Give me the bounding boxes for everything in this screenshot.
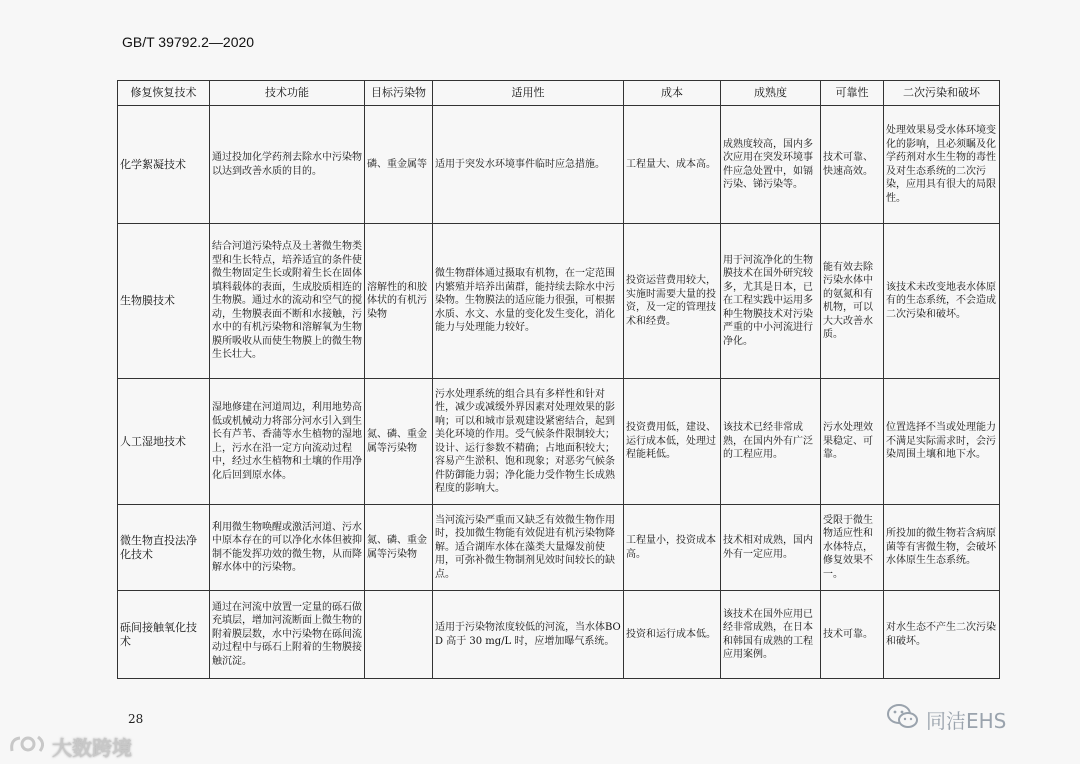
function-cell: 结合河道污染特点及土著微生物类型和生长特点，培养适宜的条件使微生物固定生长或附着生长在固体填料载体的表面，生成胶质相连的生物膜。通过水的流动和空气的搅动，生物膜表面不断和水接触，污水中的有机污染物和溶解氧为生物膜所吸收从而使生物膜上的微生物生长壮大。	[210, 224, 365, 379]
watermark-left-text: 大数跨境	[52, 736, 132, 760]
secondary-cell: 所投加的微生物若含病原菌等有害微生物，会破坏水体原生生态系统。	[884, 505, 1000, 591]
technique-cell: 人工湿地技术	[118, 379, 210, 505]
page-number: 28	[128, 712, 144, 726]
target-cell: 磷、重金属等	[365, 106, 433, 224]
secondary-cell: 位置选择不当或处理能力不满足实际需求时，会污染周围土壤和地下水。	[884, 379, 1000, 505]
maturity-cell: 技术相对成熟，国内外有一定应用。	[721, 505, 821, 591]
column-header: 成熟度	[721, 81, 821, 106]
target-cell: 溶解性的和胶体状的有机污染物	[365, 224, 433, 379]
column-header: 适用性	[433, 81, 624, 106]
function-cell: 利用微生物唤醒或激活河道、污水中原本存在的可以净化水体但被抑制不能发挥功效的微生物，从而降解水体中的污染物。	[210, 505, 365, 591]
column-header: 目标污染物	[365, 81, 433, 106]
target-cell: 氮、磷、重金属等污染物	[365, 505, 433, 591]
column-header: 技术功能	[210, 81, 365, 106]
column-header: 修复恢复技术	[118, 81, 210, 106]
target-cell	[365, 591, 433, 679]
technique-cell: 生物膜技术	[118, 224, 210, 379]
applicability-cell: 微生物群体通过摄取有机物，在一定范围内繁殖并培养出菌群，能持续去除水中污染物。生物膜法的适应能力很强，可根据水质、水文、水量的变化发生变化，消化能力与处理能力较好。	[433, 224, 624, 379]
applicability-cell: 污水处理系统的组合具有多样性和针对性，减少或减缓外界因素对处理效果的影响；可以和城市景观建设紧密结合，起到美化环境的作用。受气候条件限制较大；设计、运行参数不精确；占地面积较大；容易产生淤积、饱和现象；对恶劣气候条件防御能力弱；净化能力受作物生长成熟程度的影响大。	[433, 379, 624, 505]
table-row	[118, 591, 1000, 679]
maturity-cell: 该技术在国外应用已经非常成熟，在日本和韩国有成熟的工程应用案例。	[721, 591, 821, 679]
table-row	[118, 224, 1000, 379]
maturity-cell: 该技术已经非常成熟，在国内外有广泛的工程应用。	[721, 379, 821, 505]
table-row	[118, 379, 1000, 505]
applicability-cell: 适用于突发水环境事件临时应急措施。	[433, 106, 624, 224]
secondary-cell: 该技术未改变地表水体原有的生态系统，不会造成二次污染和破坏。	[884, 224, 1000, 379]
watermark-right	[886, 703, 1006, 736]
maturity-cell: 成熟度较高，国内多次应用在突发环境事件应急处置中，如镉污染、锑污染等。	[721, 106, 821, 224]
technique-cell: 化学絮凝技术	[118, 106, 210, 224]
cost-cell: 工程量小，投资成本高。	[624, 505, 721, 591]
standard-code: GB/T 39792.2—2020	[122, 34, 255, 50]
secondary-cell: 对水生态不产生二次污染和破坏。	[884, 591, 1000, 679]
column-header: 可靠性	[821, 81, 884, 106]
function-cell: 通过投加化学药剂去除水中污染物以达到改善水质的目的。	[210, 106, 365, 224]
technique-cell: 砾间接触氧化技术	[118, 591, 210, 679]
table-row	[118, 505, 1000, 591]
reliability-cell: 技术可靠、快速高效。	[821, 106, 884, 224]
reliability-cell: 技术可靠。	[821, 591, 884, 679]
cost-cell: 投资费用低，建设、运行成本低，处理过程能耗低。	[624, 379, 721, 505]
applicability-cell: 适用于污染物浓度较低的河流，当水体BOD 高于 30 mg/L 时，应增加曝气系统。	[433, 591, 624, 679]
logo-icon	[8, 733, 48, 760]
watermark-left	[8, 732, 132, 761]
cost-cell: 投资运营费用较大，实施时需要大量的投资，及一定的管理技术和经费。	[624, 224, 721, 379]
wechat-icon	[886, 703, 920, 736]
function-cell: 湿地修建在河道周边，利用地势高低或机械动力将部分河水引入到生长有芦苇、香蒲等水生植物的湿地上，污水在沿一定方向流动过程中，经过水生植物和土壤的作用净化后回到原水体。	[210, 379, 365, 505]
column-header: 成本	[624, 81, 721, 106]
cost-cell: 工程量大、成本高。	[624, 106, 721, 224]
watermark-right-text: 同洁EHS	[926, 709, 1007, 733]
reliability-cell: 能有效去除污染水体中的氨氮和有机物，可以大大改善水质。	[821, 224, 884, 379]
cost-cell: 投资和运行成本低。	[624, 591, 721, 679]
applicability-cell: 当河流污染严重而又缺乏有效微生物作用时，投加微生物能有效促进有机污染物降解。适合湖库水体在藻类大量爆发前使用，可弥补微生物制剂见效时间较长的缺点。	[433, 505, 624, 591]
reliability-cell: 受限于微生物适应性和水体特点，修复效果不一。	[821, 505, 884, 591]
reliability-cell: 污水处理效果稳定、可靠。	[821, 379, 884, 505]
function-cell: 通过在河流中放置一定量的砾石做充填层，增加河流断面上微生物的附着膜层数，水中污染物在砾间流动过程中与砾石上附着的生物膜接触沉淀。	[210, 591, 365, 679]
column-header: 二次污染和破坏	[884, 81, 1000, 106]
maturity-cell: 用于河流净化的生物膜技术在国外研究较多，尤其是日本，已在工程实践中运用多种生物膜技术对污染严重的中小河流进行净化。	[721, 224, 821, 379]
remediation-table	[117, 80, 1000, 679]
target-cell: 氮、磷、重金属等污染物	[365, 379, 433, 505]
technique-cell: 微生物直投法净化技术	[118, 505, 210, 591]
table-header-row	[118, 81, 1000, 106]
secondary-cell: 处理效果易受水体环境变化的影响，且必须瞩及化学药剂对水生生物的毒性及对生态系统的二次污染，应用具有很大的局限性。	[884, 106, 1000, 224]
table-row	[118, 106, 1000, 224]
